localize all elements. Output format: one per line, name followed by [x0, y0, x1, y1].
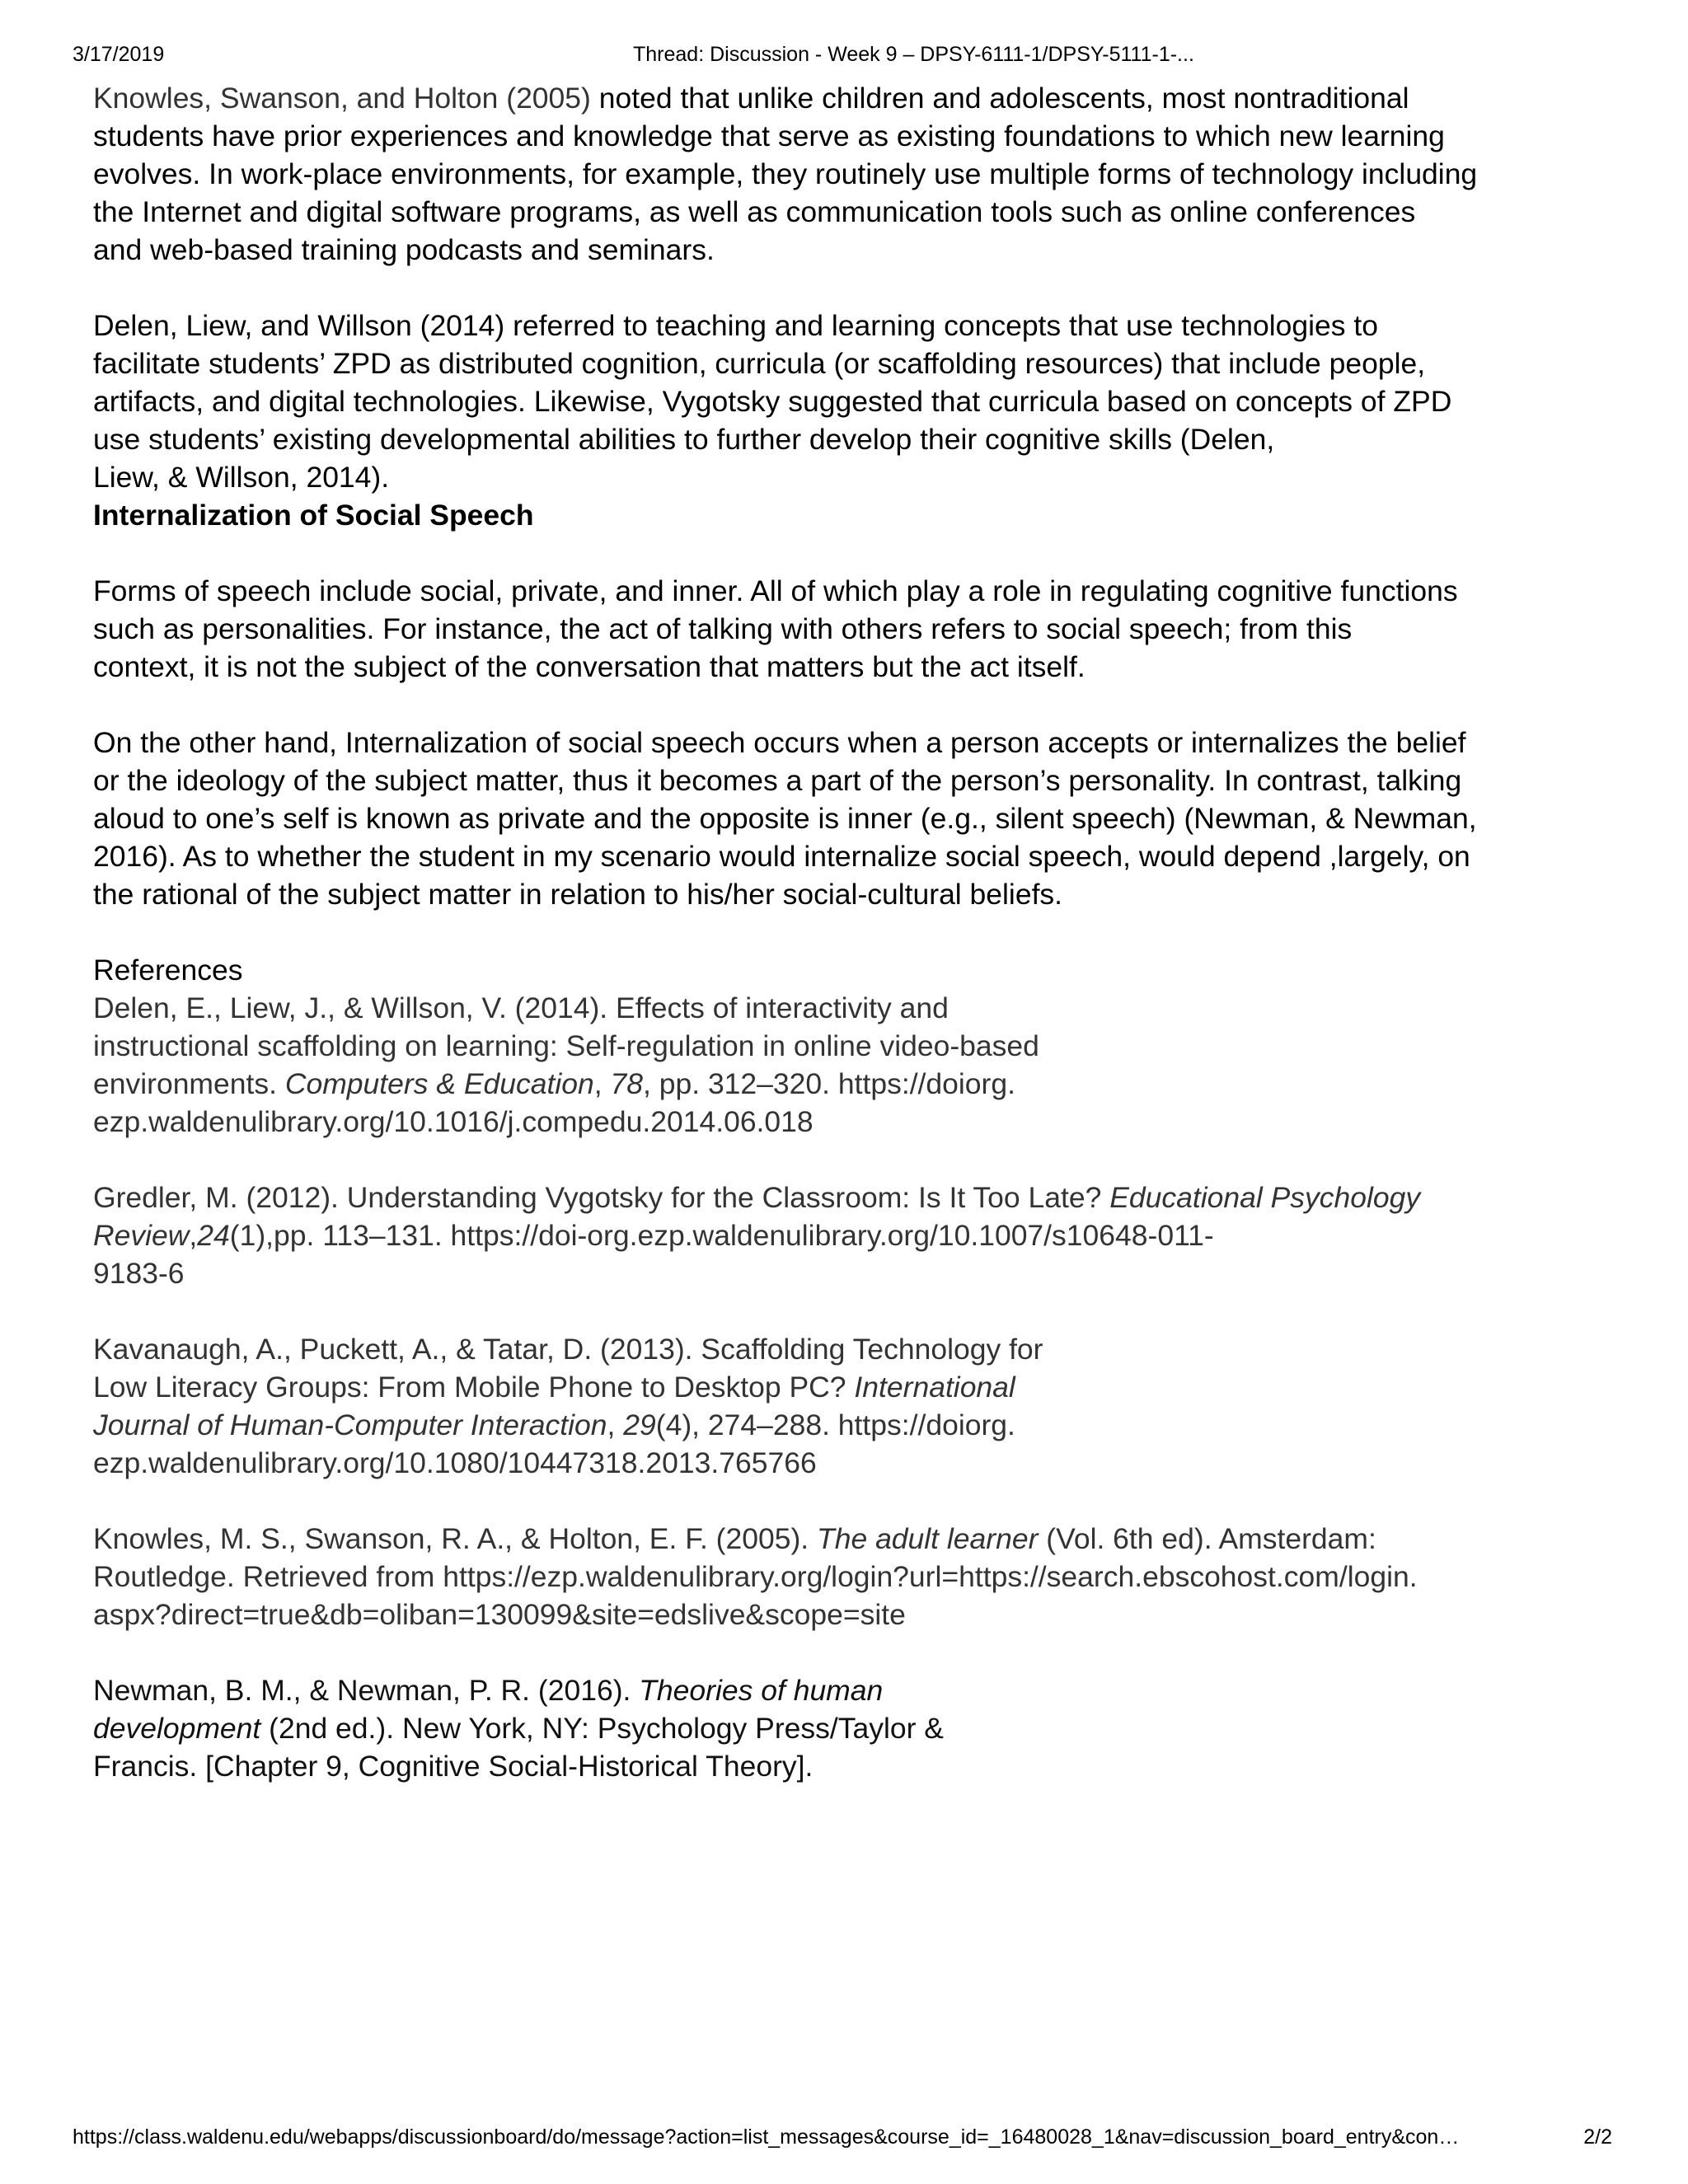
- page-url: https://class.waldenu.edu/webapps/discussionboard/do/message?action=list_messages&course_id=_16480028_1&nav=discussion_board_entry&con…: [73, 2125, 1460, 2149]
- citation-knowles: Knowles, Swanson, and Holton (2005): [93, 82, 591, 115]
- reference-newman: Newman, B. M., & Newman, P. R. (2016). Theories of human development (2nd ed.). New York, NY: Psychology Press/Taylor & Francis. [Chapter 9, Cognitive Social-Historical Theory].: [93, 1674, 944, 1783]
- page-header: [0, 40, 1688, 69]
- page-number: 2/2: [1583, 2125, 1612, 2149]
- reference-kavanaugh: Kavanaugh, A., Puckett, A., & Tatar, D. (2013). Scaffolding Technology for Low Literacy Groups: From Mobile Phone to Desktop PC? International Journal of Human-Computer Interaction, 29(4), 274–288. https://doiorg. ezp.waldenulibrary.org/10.1080/10447318.2013.765766: [93, 1333, 1043, 1479]
- print-date: 3/17/2019: [73, 43, 165, 66]
- reference-delen: Delen, E., Liew, J., & Willson, V. (2014). Effects of interactivity and instructional scaffolding on learning: Self-regulation in online video-based environments. Computers & Education, 78, pp. 312–320. https://doiorg. ezp.waldenulibrary.org/10.1016/j.compedu.2014.06.018: [93, 991, 1039, 1138]
- references-heading: References: [93, 954, 243, 987]
- page-footer: [0, 2122, 1688, 2152]
- paragraph-forms-of-speech: Forms of speech include social, private, and inner. All of which play a role in regulating cognitive functions such as personalities. For instance, the act of talking with others refers to social speech; from this context, it is not the subject of the conversation that matters but the act itself.: [93, 574, 1458, 683]
- paragraph-internalization: On the other hand, Internalization of social speech occurs when a person accepts or internalizes the belief or the ideology of the subject matter, thus it becomes a part of the person’s personality. In contrast, talking aloud to one’s self is known as private and the opposite is inner (e.g., silent speech) (Newman, & Newman, 2016). As to whether the student in my scenario would internalize social speech, would depend ,largely, on the rational of the subject matter in relation to his/her social-cultural beliefs.: [93, 726, 1477, 911]
- reference-knowles: Knowles, M. S., Swanson, R. A., & Holton, E. F. (2005). The adult learner (Vol. 6th ed). Amsterdam: Routledge. Retrieved from https://ezp.waldenulibrary.org/login?url=https://search.ebscohost.com/login. aspx?direct=true&db=oliban=130099&site=edslive&scope=site: [93, 1522, 1418, 1631]
- paragraph-knowles: Knowles, Swanson, and Holton (2005) noted that unlike children and adolescents, most nontraditional students have prior experiences and knowledge that serve as existing foundations to which new learning evolves. In work-place environments, for example, they routinely use multiple forms of technology including the Internet and digital software programs, as well as communication tools such as online conferences and web-based training podcasts and seminars.: [93, 82, 1478, 266]
- paragraph-delen: Delen, Liew, and Willson (2014) referred to teaching and learning concepts that use technologies to facilitate students’ ZPD as distributed cognition, curricula (or scaffolding resources) that include people, artifacts, and digital technologies. Likewise, Vygotsky suggested that curricula based on concepts of ZPD use students’ existing developmental abilities to further develop their cognitive skills (Delen, Liew, & Willson, 2014).: [93, 309, 1452, 494]
- post-body: [93, 79, 1626, 1785]
- reference-gredler: Gredler, M. (2012). Understanding Vygotsky for the Classroom: Is It Too Late? Educational Psychology Review,24(1),pp. 113–131. https://doi-org.ezp.waldenulibrary.org/10.1007/s10648-011- 9183-6: [93, 1181, 1421, 1290]
- page-title: Thread: Discussion - Week 9 – DPSY-6111-1/DPSY-5111-1-...: [633, 43, 1194, 66]
- section-heading: Internalization of Social Speech: [93, 499, 534, 532]
